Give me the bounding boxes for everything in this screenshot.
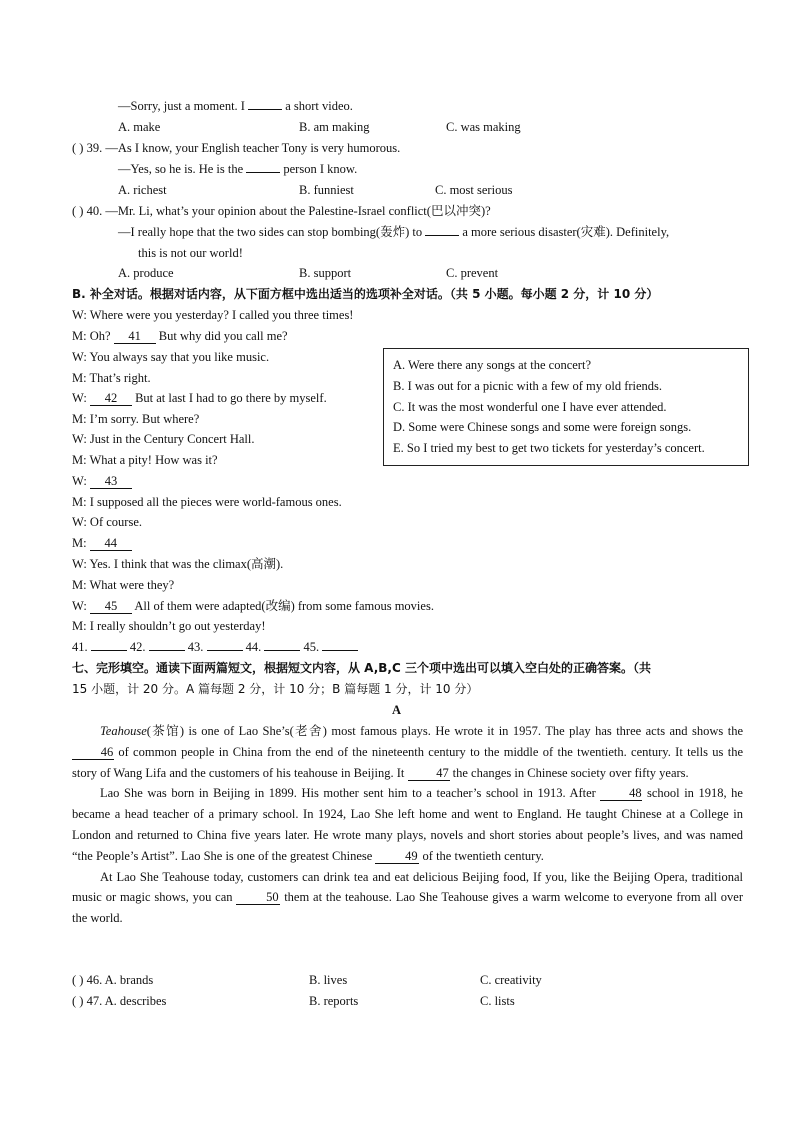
- paragraph-1: Teahouse(茶馆) is one of Lao She’s(老舍) most famous plays. He wrote it in 1957. The play has three acts and shows the 46 of common people in China from the end of the nineteenth century to the middle of the twentieth. century. It tells us the story of Wang Lifa and the customers of his teahouse in Beijing. It 47 the changes in Chinese society over fifty years.: [72, 724, 743, 780]
- dialogue-line: M: What were they?: [72, 578, 175, 592]
- option-e: E. So I tried my best to get two tickets for yesterday’s concert.: [393, 441, 705, 455]
- dialogue-line: W: 45 All of them were adapted(改编) from some famous movies.: [72, 599, 434, 613]
- dialogue-line: M: I supposed all the pieces were world-famous ones.: [72, 495, 342, 509]
- q46-option-a: ( ) 46. A. brands: [72, 973, 154, 987]
- answer-44-blank: [264, 650, 300, 651]
- dialogue-line: M: That’s right.: [72, 371, 151, 385]
- dialogue-line: W: Just in the Century Concert Hall.: [72, 432, 255, 446]
- dialogue-line: M: What a pity! How was it?: [72, 453, 218, 467]
- q39-question: ( ) 39. —As I know, your English teacher Tony is very humorous.: [72, 141, 401, 155]
- option-c: C. It was the most wonderful one I have ever attended.: [393, 400, 667, 414]
- dialogue-line: W: Of course.: [72, 515, 142, 529]
- dialogue-line: W: 43: [72, 473, 132, 489]
- dialogue-line: W: Yes. I think that was the climax(高潮).: [72, 557, 284, 571]
- q40-option-b: B. support: [299, 266, 352, 280]
- q40-question: ( ) 40. —Mr. Li, what’s your opinion about the Palestine-Israel conflict(巴以冲突)?: [72, 204, 491, 218]
- q39-option-b: B. funniest: [299, 183, 354, 197]
- q47-option-b: B. reports: [309, 994, 359, 1008]
- paragraph-2: Lao She was born in Beijing in 1899. His mother sent him to a teacher’s school in 1913. After 48 school in 1918, he became a head teacher of a primary school. In 1924, Lao She left home and went to England. He taught Chinese at a College in London and returned to China five years later. He wrote many plays, novels and short stories about people’s lives, and was named “the People’s Artist”. Lao She is one of the greatest Chinese 49 of the twentieth century.: [72, 786, 743, 863]
- blank-46: 46: [72, 745, 114, 760]
- answer-line: 41. 42. 43. 44. 45.: [72, 639, 358, 655]
- blank-41: 41: [114, 329, 156, 344]
- dialogue-line: W: Where were you yesterday? I called you three times!: [72, 308, 354, 322]
- q47-option-c: C. lists: [480, 994, 515, 1008]
- q39-option-a: A. richest: [118, 183, 167, 197]
- blank-45: 45: [90, 599, 132, 614]
- paragraph-3: At Lao She Teahouse today, customers can drink tea and eat delicious Beijing food, If you, like the Beijing Opera, traditional music or magic shows, you can 50 them at the teahouse. Lao She Teahouse gives a warm welcome to everyone from all over the world.: [72, 869, 744, 926]
- q40-option-c: C. prevent: [446, 266, 499, 280]
- passage-a: [72, 721, 743, 929]
- q39-dialogue-line: —Yes, so he is. He is the person I know.: [118, 162, 358, 176]
- blank-44: 44: [90, 536, 132, 551]
- dialogue-line: M: I’m sorry. But where?: [72, 412, 200, 426]
- blank-47: 47: [408, 766, 450, 781]
- q46-option-b: B. lives: [309, 973, 348, 987]
- q39-blank: [246, 172, 280, 173]
- q40-dialogue-cont: this is not our world!: [138, 246, 243, 260]
- answer-43-blank: [207, 650, 243, 651]
- q40-blank: [425, 235, 459, 236]
- q38-option-b: B. am making: [299, 120, 370, 134]
- blank-48: 48: [600, 786, 642, 801]
- option-a: A. Were there any songs at the concert?: [393, 358, 591, 372]
- blank-43: 43: [90, 474, 132, 489]
- passage-label: A: [391, 703, 402, 717]
- dialogue-line: W: You always say that you like music.: [72, 350, 270, 364]
- option-d: D. Some were Chinese songs and some were foreign songs.: [393, 420, 692, 434]
- q38-dialogue-line: —Sorry, just a moment. I a short video.: [118, 99, 353, 113]
- q38-option-a: A. make: [118, 120, 161, 134]
- section-b-heading: B. 补全对话。根据对话内容，从下面方框中选出适当的选项补全对话。（共 5 小题。每小题 2 分，计 10 分）: [72, 287, 659, 301]
- option-b: B. I was out for a picnic with a few of my old friends.: [393, 379, 663, 393]
- options-box: [383, 348, 749, 466]
- blank-49: 49: [375, 849, 419, 864]
- dialogue-line: M: 44: [72, 535, 132, 551]
- section-7-subheading: 15 小题，计 20 分。A 篇每题 2 分，计 10 分；B 篇每题 1 分，计 10 分）: [72, 682, 479, 696]
- q46-option-c: C. creativity: [480, 973, 542, 987]
- dialogue-line: M: Oh? 41 But why did you call me?: [72, 329, 288, 343]
- dialogue-line: W: 42 But at last I had to go there by myself.: [72, 391, 327, 405]
- q38-blank: [248, 109, 282, 110]
- q39-option-c: C. most serious: [435, 183, 513, 197]
- answer-45-blank: [322, 650, 358, 651]
- blank-50: 50: [236, 890, 280, 905]
- answer-41-blank: [91, 650, 127, 651]
- q38-option-c: C. was making: [446, 120, 521, 134]
- q40-dialogue-line: —I really hope that the two sides can stop bombing(轰炸) to a more serious disaster(灾难). Definitely,: [118, 225, 670, 239]
- section-7-heading: 七、完形填空。通读下面两篇短文，根据短文内容，从 A,B,C 三个项中选出可以填入空白处的正确答案。（共: [72, 661, 651, 675]
- q40-option-a: A. produce: [118, 266, 174, 280]
- answer-42-blank: [149, 650, 185, 651]
- dialogue-line: M: I really shouldn’t go out yesterday!: [72, 619, 266, 633]
- blank-42: 42: [90, 391, 132, 406]
- q47-option-a: ( ) 47. A. describes: [72, 994, 167, 1008]
